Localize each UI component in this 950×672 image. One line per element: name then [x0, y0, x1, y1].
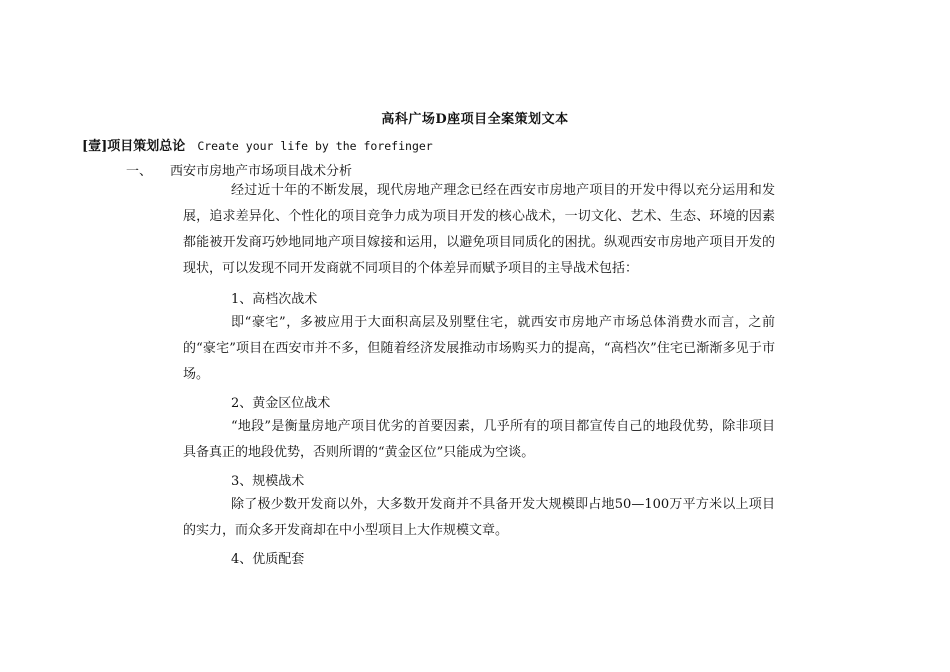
item-body-3: 除了极少数开发商以外，大多数开发商并不具备开发大规模即占地50—100万平方米以上项目的实力，而众多开发商却在中小型项目上大作规模文章。 — [183, 497, 775, 538]
item-heading-3: 3、规模战术 — [231, 474, 305, 489]
subsection-heading — [126, 160, 352, 179]
subsection-number: 一、 — [126, 164, 153, 179]
item-heading-1: 1、高档次战术 — [231, 292, 318, 307]
item-body-1: 即“豪宅”，多被应用于大面积高层及别墅住宅，就西安市房地产市场总体消费水而言，之前的“豪宅”项目在西安市并不多，但随着经济发展推动市场购买力的提高，“高档次”住宅已渐渐多见于市场。 — [183, 315, 775, 382]
section-english-slogan: Create your life by the forefinger — [197, 139, 433, 153]
intro-paragraph: 经过近十年的不断发展，现代房地产理念已经在西安市房地产项目的开发中得以充分运用和发展，追求差异化、个性化的项目竞争力成为项目开发的核心战术，一切文化、艺术、生态、环境的因素都能被开发商巧妙地同地产项目嫁接和运用，以避免项目同质化的困扰。纵观西安市房地产项目开发的现状，可以发现不同开发商就不同项目的个体差异而赋予项目的主导战术包括： — [183, 183, 775, 276]
section-label: [壹]项目策划总论 — [82, 139, 186, 154]
subsection-title: 西安市房地产市场项目战术分析 — [170, 164, 353, 179]
item-heading-2: 2、黄金区位战术 — [231, 396, 331, 411]
item-heading-4: 4、优质配套 — [231, 552, 305, 567]
item-body-2: “地段”是衡量房地产项目优劣的首要因素，几乎所有的项目都宣传自己的地段优势，除非项目具备真正的地段优势，否则所谓的“黄金区位”只能成为空谈。 — [183, 419, 775, 460]
document-title: 高科广场D座项目全案策划文本 — [381, 112, 569, 127]
section-heading — [82, 135, 433, 154]
